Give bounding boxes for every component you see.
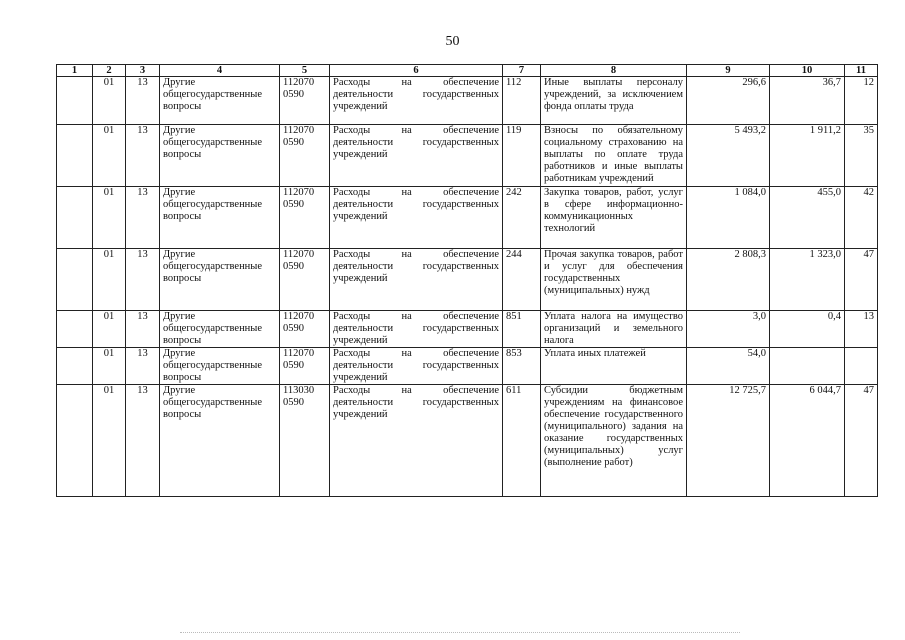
- cell-amount-plan: 1 084,0: [687, 187, 770, 249]
- cell-subsection: 13: [126, 187, 160, 249]
- cell-target-name: Расходы на обеспечение деятельности государственных учреждений: [330, 187, 503, 249]
- cell-percent: 13: [845, 311, 878, 348]
- cell-target-code: 112070 0590: [280, 125, 330, 187]
- cell-expense-type: 119: [503, 125, 541, 187]
- cell-section: 01: [93, 187, 126, 249]
- cell-amount-plan: 5 493,2: [687, 125, 770, 187]
- cell-percent: 47: [845, 385, 878, 497]
- cell-target-name: Расходы на обеспечение деятельности государственных учреждений: [330, 348, 503, 385]
- cell-expense-name: Субсидии бюджетным учреждениям на финансовое обеспечение государственного (муниципального) задания на оказание государственных (муниципальных) услуг (выполнение работ): [541, 385, 687, 497]
- cell-target-name: Расходы на обеспечение деятельности государственных учреждений: [330, 249, 503, 311]
- cell-col1: [57, 187, 93, 249]
- cell-expense-type: 112: [503, 77, 541, 125]
- cell-section-name: Другие общегосударственные вопросы: [160, 187, 280, 249]
- cell-section: 01: [93, 385, 126, 497]
- page-number: 50: [445, 34, 460, 49]
- cell-expense-type: 853: [503, 348, 541, 385]
- cell-target-name: Расходы на обеспечение деятельности государственных учреждений: [330, 385, 503, 497]
- cell-target-name: Расходы на обеспечение деятельности государственных учреждений: [330, 311, 503, 348]
- cell-subsection: 13: [126, 311, 160, 348]
- cell-section: 01: [93, 77, 126, 125]
- cell-amount-actual: 455,0: [770, 187, 845, 249]
- column-header: 4: [160, 65, 280, 77]
- bottom-scan-rule: [180, 632, 740, 633]
- cell-amount-actual: 1 323,0: [770, 249, 845, 311]
- cell-expense-type: 851: [503, 311, 541, 348]
- cell-expense-type: 244: [503, 249, 541, 311]
- cell-subsection: 13: [126, 77, 160, 125]
- cell-target-code: 112070 0590: [280, 348, 330, 385]
- cell-expense-name: Иные выплаты персоналу учреждений, за исключением фонда оплаты труда: [541, 77, 687, 125]
- cell-col1: [57, 77, 93, 125]
- column-header: 7: [503, 65, 541, 77]
- cell-section-name: Другие общегосударственные вопросы: [160, 125, 280, 187]
- table-row: [57, 125, 878, 187]
- table-row: [57, 311, 878, 348]
- cell-col1: [57, 348, 93, 385]
- cell-target-name: Расходы на обеспечение деятельности государственных учреждений: [330, 125, 503, 187]
- cell-subsection: 13: [126, 125, 160, 187]
- table-row: [57, 77, 878, 125]
- cell-section: 01: [93, 311, 126, 348]
- column-header: 5: [280, 65, 330, 77]
- cell-section-name: Другие общегосударственные вопросы: [160, 249, 280, 311]
- cell-section-name: Другие общегосударственные вопросы: [160, 77, 280, 125]
- cell-section: 01: [93, 249, 126, 311]
- cell-section-name: Другие общегосударственные вопросы: [160, 348, 280, 385]
- cell-amount-plan: 2 808,3: [687, 249, 770, 311]
- cell-target-code: 112070 0590: [280, 77, 330, 125]
- cell-col1: [57, 385, 93, 497]
- cell-target-code: 112070 0590: [280, 311, 330, 348]
- cell-col1: [57, 249, 93, 311]
- cell-amount-plan: 296,6: [687, 77, 770, 125]
- table-row: [57, 187, 878, 249]
- column-header: 6: [330, 65, 503, 77]
- table-row: [57, 348, 878, 385]
- cell-amount-plan: 3,0: [687, 311, 770, 348]
- cell-percent: 35: [845, 125, 878, 187]
- header-row: [57, 65, 878, 77]
- cell-target-code: 112070 0590: [280, 249, 330, 311]
- cell-amount-actual: 6 044,7: [770, 385, 845, 497]
- cell-expense-name: Уплата иных платежей: [541, 348, 687, 385]
- cell-percent: 12: [845, 77, 878, 125]
- column-header: 11: [845, 65, 878, 77]
- cell-section-name: Другие общегосударственные вопросы: [160, 311, 280, 348]
- column-header: 3: [126, 65, 160, 77]
- cell-subsection: 13: [126, 249, 160, 311]
- table-row: [57, 249, 878, 311]
- cell-percent: 47: [845, 249, 878, 311]
- cell-subsection: 13: [126, 348, 160, 385]
- cell-percent: 42: [845, 187, 878, 249]
- column-header: 10: [770, 65, 845, 77]
- cell-col1: [57, 125, 93, 187]
- column-header: 1: [57, 65, 93, 77]
- cell-target-code: 112070 0590: [280, 187, 330, 249]
- budget-table: [56, 64, 878, 497]
- cell-col1: [57, 311, 93, 348]
- cell-amount-actual: 1 911,2: [770, 125, 845, 187]
- cell-amount-plan: 12 725,7: [687, 385, 770, 497]
- cell-expense-type: 611: [503, 385, 541, 497]
- cell-section: 01: [93, 348, 126, 385]
- cell-target-name: Расходы на обеспечение деятельности государственных учреждений: [330, 77, 503, 125]
- column-header: 2: [93, 65, 126, 77]
- cell-amount-actual: 36,7: [770, 77, 845, 125]
- column-header: 8: [541, 65, 687, 77]
- cell-percent: [845, 348, 878, 385]
- cell-amount-plan: 54,0: [687, 348, 770, 385]
- cell-section: 01: [93, 125, 126, 187]
- cell-expense-type: 242: [503, 187, 541, 249]
- cell-expense-name: Закупка товаров, работ, услуг в сфере информационно-коммуникационных технологий: [541, 187, 687, 249]
- table-row: [57, 385, 878, 497]
- cell-subsection: 13: [126, 385, 160, 497]
- cell-amount-actual: [770, 348, 845, 385]
- cell-amount-actual: 0,4: [770, 311, 845, 348]
- column-header: 9: [687, 65, 770, 77]
- cell-target-code: 113030 0590: [280, 385, 330, 497]
- cell-expense-name: Прочая закупка товаров, работ и услуг для обеспечения государственных (муниципальных) нужд: [541, 249, 687, 311]
- cell-section-name: Другие общегосударственные вопросы: [160, 385, 280, 497]
- cell-expense-name: Взносы по обязательному социальному страхованию на выплаты по оплате труда работников и иные выплаты работникам учреждений: [541, 125, 687, 187]
- cell-expense-name: Уплата налога на имущество организаций и земельного налога: [541, 311, 687, 348]
